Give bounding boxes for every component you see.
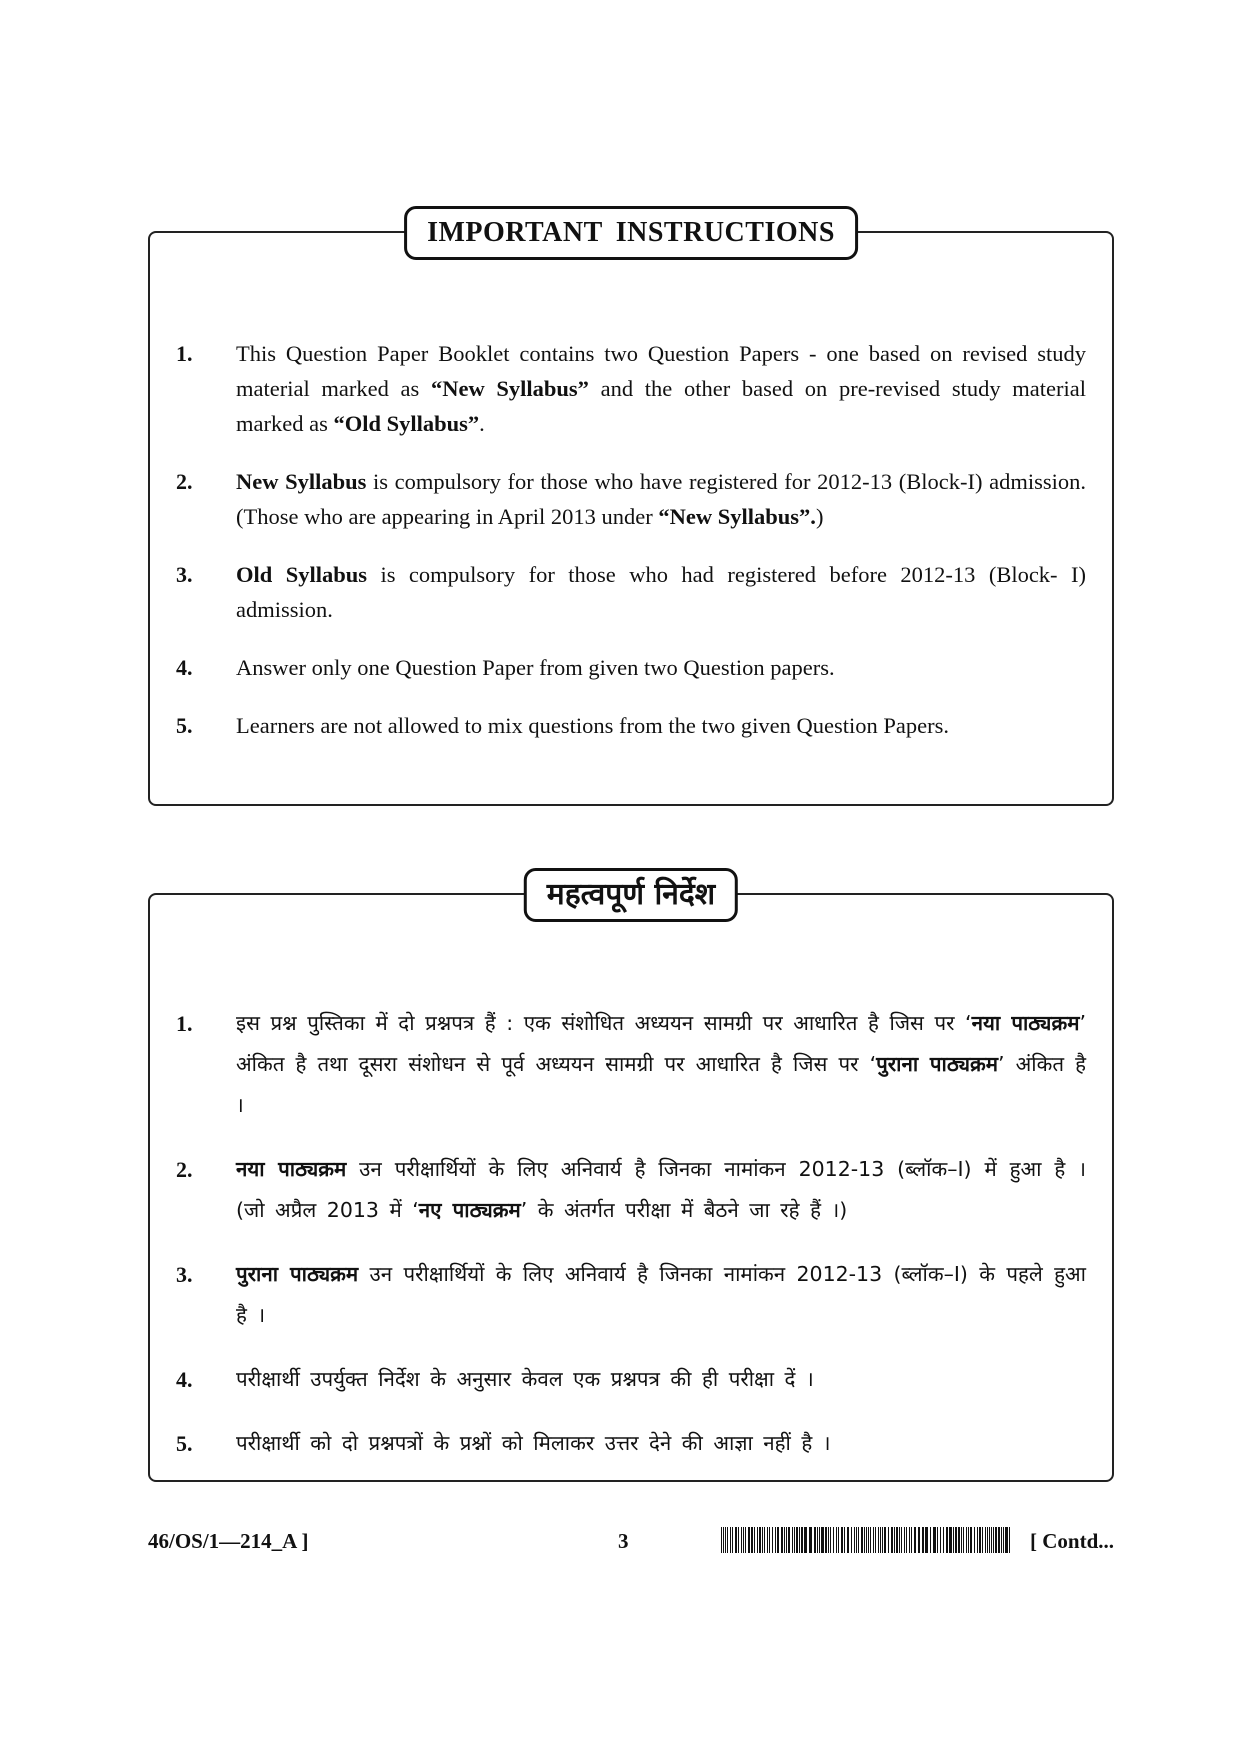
barcode-bar (868, 1527, 869, 1553)
barcode-bar (991, 1527, 992, 1553)
barcode-bar (985, 1527, 986, 1553)
barcode-bar (882, 1527, 883, 1553)
barcode-bar (870, 1527, 871, 1553)
list-item (176, 1254, 1086, 1336)
bold-text: “New Syllabus” (430, 376, 589, 401)
list-item (176, 1423, 1086, 1464)
barcode-bar (759, 1527, 761, 1553)
barcode-bar (955, 1527, 957, 1553)
item-text (236, 650, 1086, 685)
item-number: 2. (176, 1157, 193, 1182)
barcode-bar (781, 1527, 783, 1553)
barcode-bar (989, 1527, 990, 1553)
barcode-bar (953, 1527, 954, 1553)
barcode-bar (896, 1527, 898, 1553)
list-item (176, 1359, 1086, 1400)
item-number: 5. (176, 1431, 193, 1456)
barcode-bar (987, 1527, 988, 1553)
barcode-bar (998, 1527, 1000, 1553)
barcode-bar (888, 1527, 889, 1553)
barcode-bar (769, 1527, 770, 1553)
barcode-bar (844, 1527, 845, 1553)
barcode-bar (841, 1527, 843, 1553)
text-segment: This Question Paper Booklet contains two Question Papers - one based on revised study material marked as (236, 341, 1086, 401)
barcode-bar (974, 1527, 975, 1553)
barcode-bar (838, 1527, 839, 1553)
barcode-bar (995, 1527, 997, 1553)
item-text (236, 1359, 1086, 1400)
bold-text: नया पाठ्यक्रम (971, 1011, 1080, 1035)
bold-text: पुराना पाठ्यक्रम (876, 1052, 998, 1076)
barcode-bar (884, 1527, 886, 1553)
barcode-bar (727, 1527, 728, 1553)
item-number: 2. (176, 469, 193, 494)
barcode-bar (762, 1527, 763, 1553)
text-segment: . (479, 411, 485, 436)
barcode-bar (911, 1527, 912, 1553)
barcode-bar (748, 1527, 750, 1553)
barcode-bar (856, 1527, 857, 1553)
barcode-bar (784, 1527, 785, 1553)
barcode-bar (933, 1527, 936, 1553)
bold-text: “Old Syllabus” (333, 411, 480, 436)
item-text (236, 1254, 1086, 1336)
barcode-bar (937, 1527, 938, 1553)
item-text (236, 336, 1086, 441)
list-item (176, 1149, 1086, 1231)
barcode-bar (1001, 1527, 1002, 1553)
barcode-bar (968, 1527, 969, 1553)
bold-text: पुराना पाठ्यक्रम (236, 1262, 359, 1286)
item-text (236, 557, 1086, 627)
barcode-bar (825, 1527, 827, 1553)
barcode-bar (858, 1527, 859, 1553)
barcode-bar (809, 1527, 812, 1553)
item-number: 5. (176, 713, 193, 738)
barcode-bar (940, 1527, 941, 1553)
text-segment: ) (815, 504, 824, 529)
barcode-bar (875, 1527, 876, 1553)
barcode-bar (1009, 1527, 1010, 1553)
barcode-bar (814, 1527, 816, 1553)
barcode-bar (922, 1527, 924, 1553)
barcode-bar (828, 1527, 829, 1553)
item-number: 3. (176, 562, 193, 587)
barcode-bar (918, 1527, 920, 1553)
barcode-bar (743, 1527, 744, 1553)
barcode-bar (836, 1527, 837, 1553)
barcode-bar (982, 1527, 983, 1553)
hindi-instructions-box (148, 877, 1114, 1482)
bold-text: New Syllabus (236, 469, 367, 494)
text-segment: Learners are not allowed to mix questions from the two given Question Papers. (236, 713, 949, 738)
list-item (176, 708, 1086, 743)
barcode-bar (914, 1527, 916, 1553)
bold-text: Old Syllabus (236, 562, 368, 587)
page-number: 3 (618, 1529, 629, 1553)
item-number: 3. (176, 1262, 193, 1287)
text-segment: उन परीक्षार्थियों के लिए अनिवार्य है जिनका नामांकन 2012-13 (ब्लॉक–I) में हुआ है । (जो अप्रैल 2013 में ‘ (236, 1157, 1086, 1222)
item-text (236, 1423, 1086, 1464)
item-text (236, 1003, 1086, 1126)
text-segment: उन परीक्षार्थियों के लिए अनिवार्य है जिनका नामांकन 2012-13 (ब्लॉक–I) के पहले हुआ है । (236, 1262, 1087, 1327)
barcode-bar (788, 1527, 790, 1553)
list-item (176, 557, 1086, 627)
barcode-bar (946, 1527, 948, 1553)
barcode-bar (878, 1527, 879, 1553)
list-item (176, 650, 1086, 685)
barcode-bar (794, 1527, 795, 1553)
barcode-bar (977, 1527, 978, 1553)
barcode-bar (1005, 1527, 1008, 1553)
barcode-icon (721, 1527, 1014, 1553)
text-segment: is compulsory for those who had registered before 2012-13 (Block- I) admission. (236, 562, 1086, 622)
barcode-bar (894, 1527, 895, 1553)
barcode-bar (772, 1527, 773, 1553)
text-segment: परीक्षार्थी को दो प्रश्नपत्रों के प्रश्नों को मिलाकर उत्तर देने की आज्ञा नहीं है । (236, 1431, 831, 1455)
text-segment: Answer only one Question Paper from given two Question papers. (236, 655, 835, 680)
barcode-bar (721, 1527, 722, 1553)
text-segment: ’ अंकित है तथा दूसरा संशोधन से पूर्व अध्ययन सामग्री पर आधारित है जिस पर ‘ (236, 1011, 1086, 1076)
barcode-bar (970, 1527, 972, 1553)
barcode-bar (764, 1527, 765, 1553)
list-item (176, 464, 1086, 534)
item-text (236, 708, 1086, 743)
bold-text: “New Syllabus”. (658, 504, 816, 529)
contd-label: [ Contd... (1029, 1529, 1114, 1553)
english-instructions-title: IMPORTANT INSTRUCTIONS (404, 206, 858, 260)
barcode-bar (830, 1527, 831, 1553)
barcode-bar (754, 1527, 755, 1553)
english-instructions-list (176, 336, 1086, 766)
barcode-bar (864, 1527, 865, 1553)
barcode-bar (925, 1527, 928, 1553)
barcode-bar (891, 1527, 893, 1553)
barcode-bar (723, 1527, 724, 1553)
text-segment: is compulsory for those who have registered for 2012-13 (Block-I) admission. (Those who are appearing in April 2013 under (236, 469, 1086, 529)
barcode-bar (792, 1527, 793, 1553)
list-item (176, 1003, 1086, 1126)
item-text (236, 1149, 1086, 1231)
barcode-bar (930, 1527, 931, 1553)
barcode-bar (904, 1527, 905, 1553)
barcode-bar (757, 1527, 758, 1553)
barcode-bar (799, 1527, 800, 1553)
barcode-bar (861, 1527, 863, 1553)
item-number: 1. (176, 1011, 193, 1036)
barcode-bar (730, 1527, 731, 1553)
paper-code: 46/OS/1—214_A ] (148, 1529, 309, 1553)
barcode-bar (819, 1527, 820, 1553)
barcode-bar (854, 1527, 855, 1553)
bold-text: नए पाठ्यक्रम (418, 1198, 521, 1222)
barcode-bar (786, 1527, 787, 1553)
barcode-bar (767, 1527, 768, 1553)
barcode-bar (1003, 1527, 1004, 1553)
barcode-bar (804, 1527, 807, 1553)
barcode-bar (817, 1527, 818, 1553)
barcode-bar (993, 1527, 994, 1553)
barcode-bar (725, 1527, 726, 1553)
item-number: 4. (176, 655, 193, 680)
barcode-bar (943, 1527, 944, 1553)
list-item (176, 336, 1086, 441)
hindi-instructions-list (176, 1003, 1086, 1487)
text-segment: इस प्रश्न पुस्तिका में दो प्रश्नपत्र हैं : एक संशोधित अध्ययन सामग्री पर आधारित है जिस पर ‘ (236, 1011, 972, 1035)
page-footer (148, 1523, 1114, 1563)
barcode-bar (796, 1527, 798, 1553)
barcode-bar (909, 1527, 910, 1553)
barcode-bar (961, 1527, 962, 1553)
barcode-bar (901, 1527, 902, 1553)
english-instructions-box (148, 217, 1114, 806)
barcode-bar (899, 1527, 900, 1553)
barcode-bar (963, 1527, 964, 1553)
barcode-bar (847, 1527, 849, 1553)
item-text (236, 464, 1086, 534)
hindi-instructions-title: महत्वपूर्ण निर्देश (524, 868, 738, 922)
text-segment: ’ के अंतर्गत परीक्षा में बैठने जा रहे हैं ।) (520, 1198, 848, 1222)
barcode-bar (949, 1527, 952, 1553)
barcode-bar (979, 1527, 981, 1553)
text-segment: ’ अंकित है । (236, 1052, 1087, 1117)
barcode-bar (966, 1527, 967, 1553)
barcode-bar (906, 1527, 907, 1553)
barcode-bar (745, 1527, 746, 1553)
barcode-bar (777, 1527, 779, 1553)
barcode-bar (851, 1527, 852, 1553)
barcode-bar (741, 1527, 742, 1553)
text-segment: and the other based on pre-revised study material marked as (236, 376, 1086, 436)
barcode-bar (732, 1527, 733, 1553)
barcode-bar (751, 1527, 753, 1553)
item-number: 1. (176, 341, 193, 366)
barcode-bar (866, 1527, 867, 1553)
item-number: 4. (176, 1367, 193, 1392)
barcode-bar (958, 1527, 960, 1553)
barcode-bar (738, 1527, 739, 1553)
barcode-bar (833, 1527, 834, 1553)
text-segment: परीक्षार्थी उपर्युक्त निर्देश के अनुसार केवल एक प्रश्नपत्र की ही परीक्षा दें । (236, 1367, 814, 1391)
barcode-bar (775, 1527, 776, 1553)
bold-text: नया पाठ्यक्रम (236, 1157, 347, 1181)
barcode-bar (801, 1527, 803, 1553)
barcode-bar (821, 1527, 824, 1553)
barcode-bar (880, 1527, 881, 1553)
barcode-bar (735, 1527, 737, 1553)
barcode-bar (873, 1527, 874, 1553)
